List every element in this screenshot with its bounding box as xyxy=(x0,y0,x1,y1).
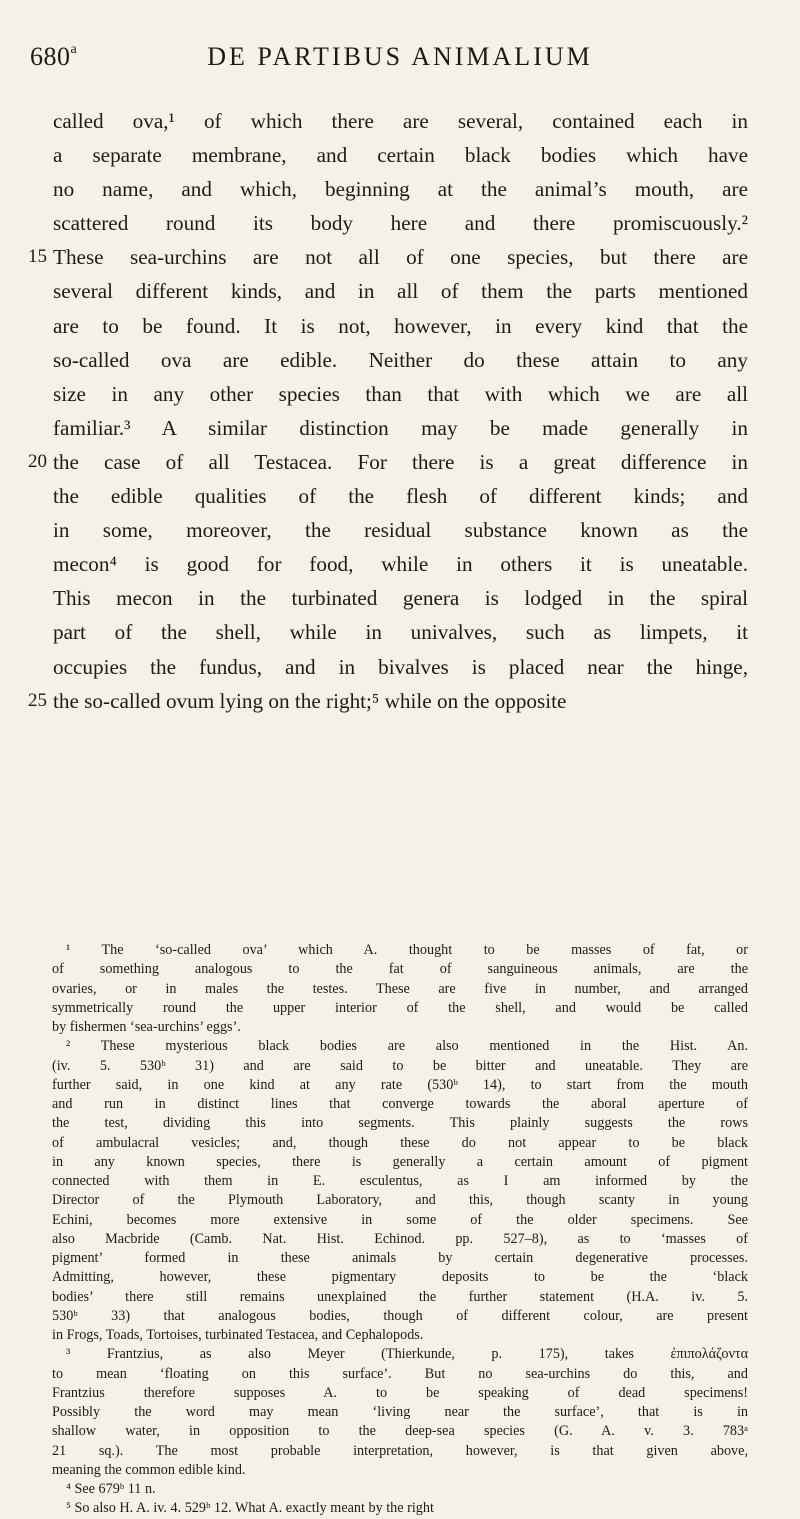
line-text: the so-called ovum lying on the right;⁵ while on the opposite xyxy=(53,688,567,713)
line-text: the case of all Testacea. For there is a great difference in xyxy=(53,449,748,474)
text-line xyxy=(28,445,748,479)
text-line xyxy=(28,547,748,581)
footnote-line: ovaries, or in males the testes. These are five in number, and arranged xyxy=(52,980,748,997)
footnote-line: Director of the Plymouth Laboratory, and this, though scanty in young xyxy=(52,1192,748,1209)
text-line xyxy=(28,172,748,206)
text-line xyxy=(28,309,748,343)
line-text: called ova,¹ of which there are several, contained each in xyxy=(53,109,748,133)
text-line xyxy=(28,684,748,718)
footnote-line: ² These mysterious black bodies are also mentioned in the Hist. An. xyxy=(66,1038,748,1055)
footnote-line: Echini, becomes more extensive in some of the older specimens. See xyxy=(52,1211,748,1228)
footnote-line: ¹ The ‘so-called ova’ which A. thought to be masses of fat, or xyxy=(66,942,748,958)
footnote-line: of something analogous to the fat of sanguineous animals, are the xyxy=(52,961,748,978)
footnote-line: meaning the common edible kind. xyxy=(52,1461,246,1478)
text-line xyxy=(28,479,748,513)
footnote-line: further said, in one kind at any rate (530ᵇ 14), to start from the mouth xyxy=(52,1076,748,1093)
footnote-line: the test, dividing this into segments. This plainly suggests the rows xyxy=(52,1115,748,1132)
line-number: 25 xyxy=(28,689,47,711)
line-text: so-called ova are edible. Neither do these attain to any xyxy=(53,347,748,372)
running-title: DE PARTIBUS ANIMALIUM xyxy=(207,42,593,71)
page-number-suffix: a xyxy=(70,42,78,57)
line-text: familiar.³ A similar distinction may be made generally in xyxy=(53,415,748,440)
line-text: are to be found. It is not, however, in every kind that the xyxy=(53,313,748,338)
footnote-line: ⁴ See 679ᵇ 11 n. xyxy=(66,1481,156,1497)
footnote-line: 21 sq.). The most probable interpretation, however, is that given above, xyxy=(52,1442,748,1459)
text-line xyxy=(28,411,748,445)
page-number-value: 680 xyxy=(30,42,71,71)
footnote-line: in any known species, there is generally a certain amount of pigment xyxy=(52,1153,748,1170)
text-line xyxy=(28,581,748,615)
text-line xyxy=(28,274,748,308)
footnote-line: Possibly the word may mean ‘living near the surface’, that is in xyxy=(52,1404,748,1420)
text-line xyxy=(28,104,748,138)
text-line xyxy=(28,206,748,240)
line-text: This mecon in the turbinated genera is lodged in the spiral xyxy=(53,586,748,611)
text-line xyxy=(28,377,748,411)
footnote-line: in Frogs, Toads, Tortoises, turbinated Testacea, and Cephalopods. xyxy=(52,1327,424,1343)
line-text: no name, and which, beginning at the animal’s mouth, are xyxy=(53,177,748,202)
text-line xyxy=(28,650,748,684)
line-text: several different kinds, and in all of them the parts mentioned xyxy=(53,279,748,304)
line-text: the edible qualities of the flesh of different kinds; and xyxy=(53,484,748,509)
line-text: occupies the fundus, and in bivalves is placed near the hinge, xyxy=(53,654,748,679)
footnote-line: ⁵ So also H. A. iv. 4. 529ᵇ 12. What A. exactly meant by the right xyxy=(66,1500,434,1517)
footnotes xyxy=(52,941,748,1519)
line-text: These sea-urchins are not all of one species, but there are xyxy=(53,245,748,270)
footnote-line: ³ Frantzius, as also Meyer (Thierkunde, p. 175), takes ἐπιπολάζοντα xyxy=(66,1346,748,1363)
footnote-line: also Macbride (Camb. Nat. Hist. Echinod. pp. 527–8), as to ‘masses of xyxy=(52,1230,748,1247)
line-text: a separate membrane, and certain black bodies which have xyxy=(53,143,748,168)
line-text: mecon⁴ is good for food, while in others it is uneatable. xyxy=(53,552,748,577)
page-header xyxy=(30,42,770,82)
line-text: scattered round its body here and there promiscuously.² xyxy=(53,211,748,236)
line-text: part of the shell, while in univalves, such as limpets, it xyxy=(53,620,748,645)
footnote-line: symmetrically round the upper interior of the shell, and would be called xyxy=(52,999,748,1016)
footnote-line: and run in distinct lines that converge towards the aboral aperture of xyxy=(52,1096,748,1112)
footnote-line: bodies’ there still remains unexplained the further statement (H.A. iv. 5. xyxy=(52,1288,748,1305)
footnote-line: of ambulacral vesicles; and, though these do not appear to be black xyxy=(52,1134,748,1151)
text-line xyxy=(28,513,748,547)
text-line xyxy=(28,343,748,377)
line-number: 15 xyxy=(28,246,47,268)
footnote-line: 530ᵇ 33) that analogous bodies, though of different colour, are present xyxy=(52,1307,748,1324)
line-number: 20 xyxy=(28,450,47,472)
footnote-line: pigment’ formed in these animals by certain degenerative processes. xyxy=(52,1250,748,1266)
footnote-line: Frantzius therefore supposes A. to be speaking of dead specimens! xyxy=(52,1384,748,1401)
main-text xyxy=(28,104,748,718)
footnote-line: by fishermen ‘sea-urchins’ eggs’. xyxy=(52,1019,241,1035)
footnote-line: connected with them in E. esculentus, as I am informed by the xyxy=(52,1173,748,1189)
text-line xyxy=(28,615,748,649)
text-line xyxy=(28,240,748,274)
text-line xyxy=(28,138,748,172)
line-text: size in any other species than that with which we are all xyxy=(53,381,748,406)
line-text: in some, moreover, the residual substance known as the xyxy=(53,518,748,543)
footnote-line: (iv. 5. 530ᵇ 31) and are said to be bitter and uneatable. They are xyxy=(52,1057,748,1074)
footnote-line: shallow water, in opposition to the deep-sea species (G. A. v. 3. 783ᵃ xyxy=(52,1423,748,1440)
footnote-line: Admitting, however, these pigmentary deposits to be the ‘black xyxy=(52,1269,748,1286)
footnote-line: to mean ‘floating on this surface’. But no sea-urchins do this, and xyxy=(52,1365,748,1382)
